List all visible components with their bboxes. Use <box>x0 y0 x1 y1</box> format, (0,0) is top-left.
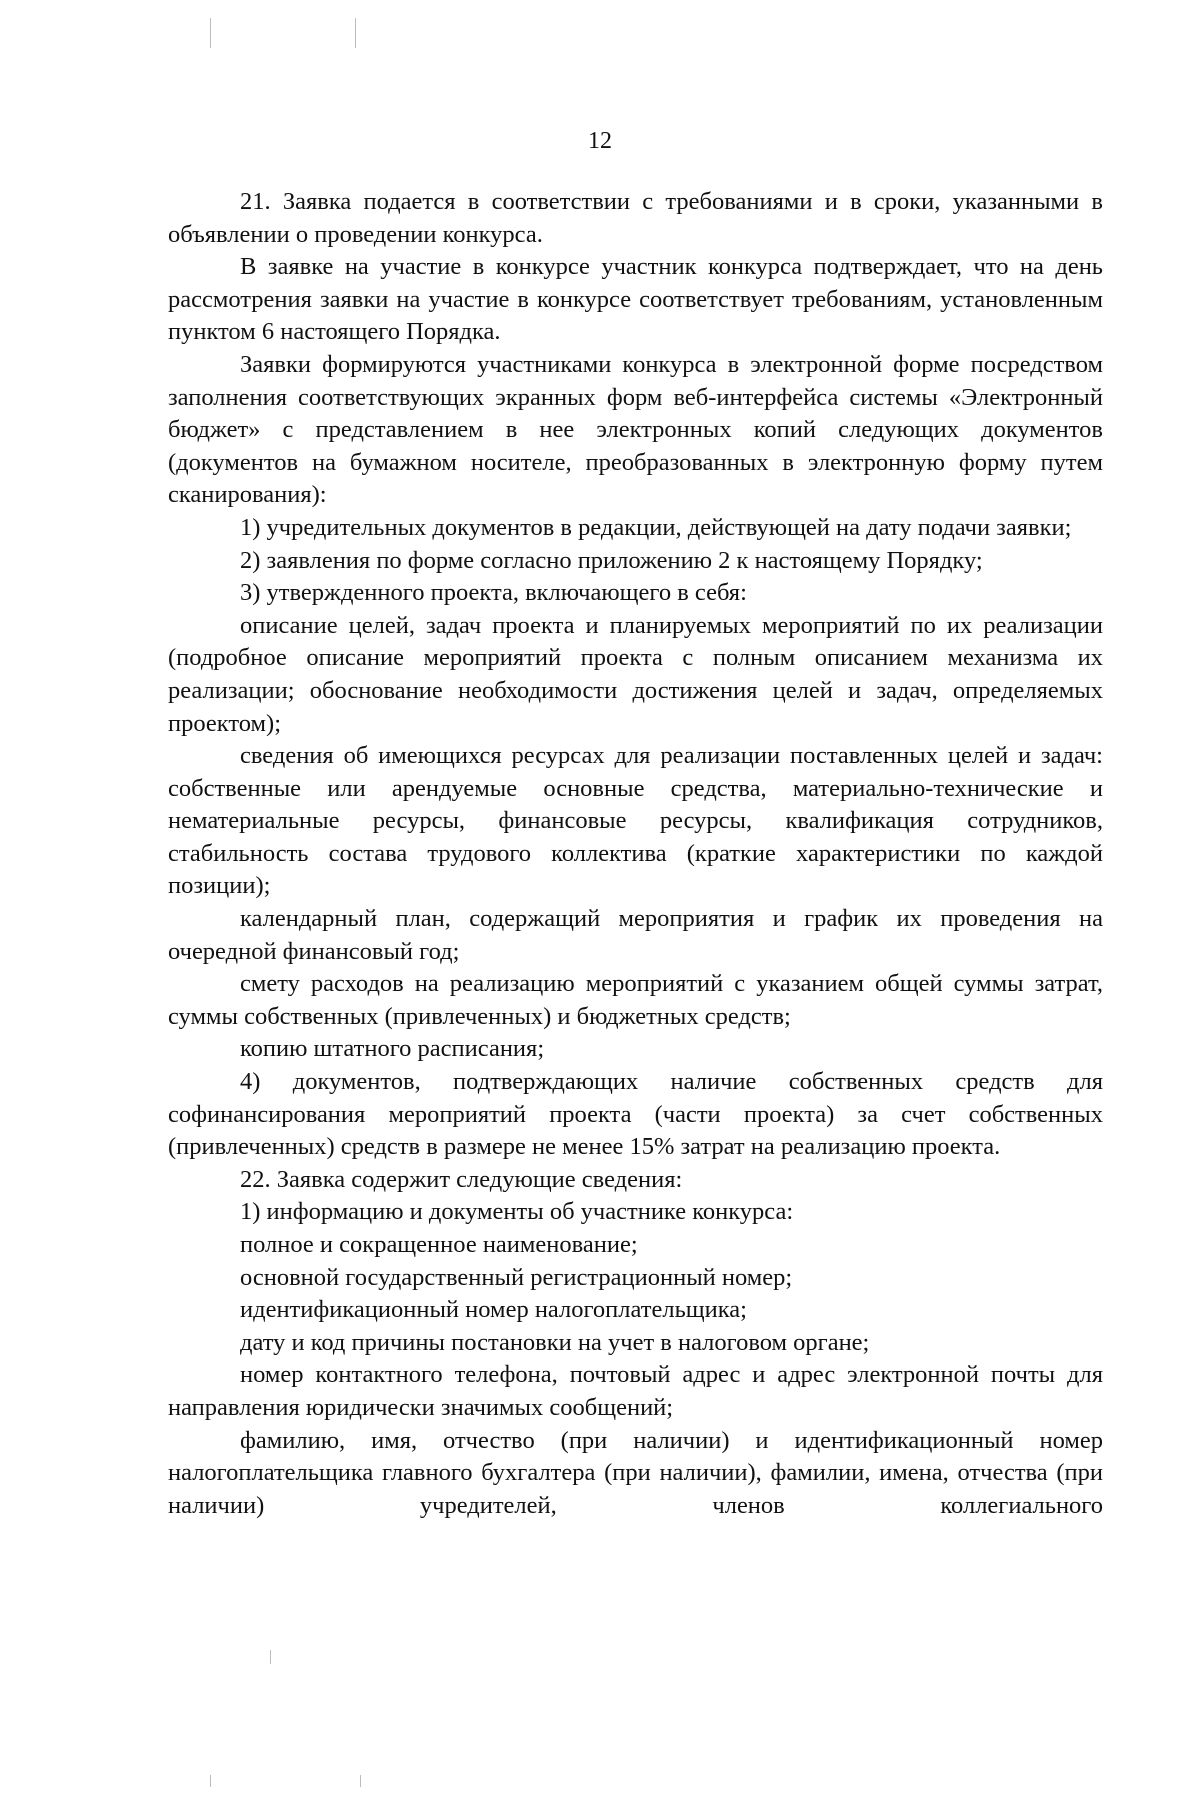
paragraph: сведения об имеющихся ресурсах для реализации поставленных целей и задач: собственные или арендуемые основные средства, материально-технические и нематериальные ресурсы, финансовые ресурсы, квалификация сотрудников, стабильность состава трудового коллектива (краткие характеристики по каждой позиции); <box>168 742 1103 900</box>
paragraph: 1) учредительных документов в редакции, действующей на дату подачи заявки; <box>240 513 1072 541</box>
page-number: 12 <box>588 128 612 154</box>
paragraph: календарный план, содержащий мероприятия и график их проведения на очередной финансовый год; <box>168 905 1103 965</box>
paragraph: В заявке на участие в конкурсе участник конкурса подтверждает, что на день рассмотрения заявки на участие в конкурсе соответствует требованиям, установленным пунктом 6 настоящего Порядка. <box>168 253 1103 346</box>
paragraph: идентификационный номер налогоплательщика; <box>240 1296 747 1324</box>
paragraph: номер контактного телефона, почтовый адрес и адрес электронной почты для направления юридически значимых сообщений; <box>168 1361 1103 1421</box>
paragraph: 4) документов, подтверждающих наличие собственных средств для софинансирования мероприятий проекта (части проекта) за счет собственных (привлеченных) средств в размере не менее 15% затрат на реализацию проекта. <box>168 1068 1103 1161</box>
scan-artifact <box>355 18 356 48</box>
paragraph: дату и код причины постановки на учет в налоговом органе; <box>240 1328 870 1356</box>
paragraph: 3) утвержденного проекта, включающего в себя: <box>240 579 747 607</box>
paragraph: Заявки формируются участниками конкурса в электронной форме посредством заполнения соответствующих экранных форм веб-интерфейса системы «Электронный бюджет» с представлением в нее электронных копий следующих документов (документов на бумажном носителе, преобразованных в электронную форму путем сканирования): <box>168 350 1103 509</box>
paragraph: 22. Заявка содержит следующие сведения: <box>240 1165 683 1193</box>
paragraph: 2) заявления по форме согласно приложению 2 к настоящему Порядку; <box>240 546 983 574</box>
paragraph: основной государственный регистрационный номер; <box>240 1263 793 1291</box>
paragraph: копию штатного расписания; <box>240 1035 545 1063</box>
paragraph: смету расходов на реализацию мероприятий с указанием общей суммы затрат, суммы собственных (привлеченных) и бюджетных средств; <box>168 970 1103 1030</box>
scan-artifact <box>360 1775 361 1787</box>
paragraph: 1) информацию и документы об участнике конкурса: <box>240 1198 794 1226</box>
scan-artifact <box>210 18 211 48</box>
paragraph: описание целей, задач проекта и планируемых мероприятий по их реализации (подробное описание мероприятий проекта с полным описанием механизма их реализации; обоснование необходимости достижения целей и задач, определяемых проектом); <box>168 611 1103 737</box>
scan-artifact <box>270 1650 271 1664</box>
document-body <box>168 186 1103 1522</box>
scan-artifact <box>210 1775 211 1787</box>
paragraph: фамилию, имя, отчество (при наличии) и идентификационный номер налогоплательщика главного бухгалтера (при наличии), фамилии, имена, отчества (при наличии) учредителей, членов коллегиального <box>168 1426 1103 1519</box>
paragraph: 21. Заявка подается в соответствии с требованиями и в сроки, указанными в объявлении о проведении конкурса. <box>168 188 1103 248</box>
paragraph: полное и сокращенное наименование; <box>240 1231 638 1258</box>
